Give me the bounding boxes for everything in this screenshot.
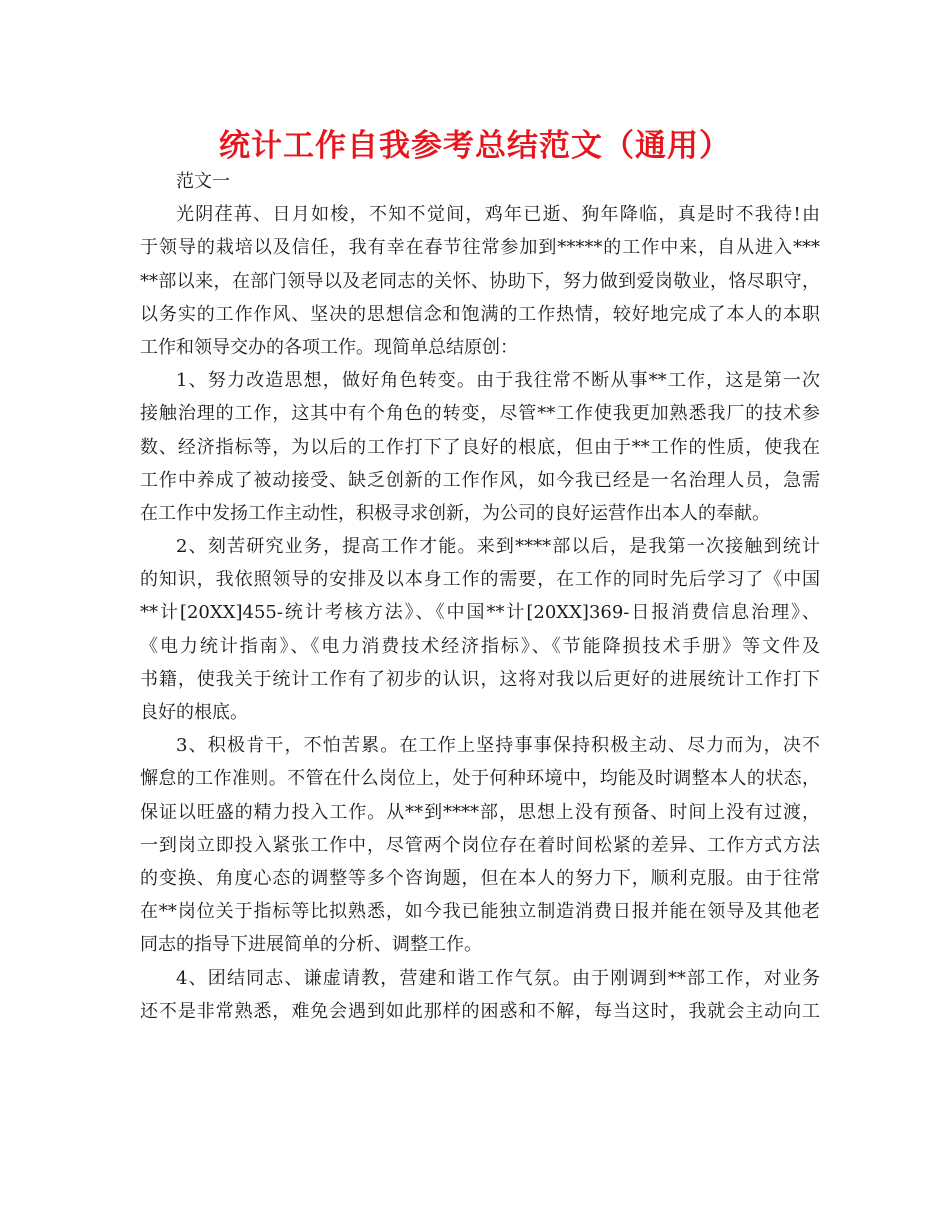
text-line: 3、积极肯干，不怕苦累。在工作上坚持事事保持积极主动、尽力而为，决不: [176, 735, 820, 757]
text-line: 4、团结同志、谦虚请教，营建和谐工作气氛。由于刚调到**部工作，对业务: [176, 967, 820, 989]
text-line: 2、刻苦研究业务，提高工作才能。来到****部以后，是我第一次接触到统计: [176, 536, 820, 558]
text-line: 懈怠的工作准则。不管在什么岗位上，处于何种环境中，均能及时调整本人的状态，: [140, 768, 820, 790]
text-line: 还不是非常熟悉，难免会遇到如此那样的困惑和不解，每当这时，我就会主动向工: [140, 1000, 820, 1022]
document-body: [140, 165, 820, 1028]
text-line: 的知识，我依照领导的安排及以本身工作的需要，在工作的同时先后学习了《中国: [140, 569, 820, 591]
text-line: 在**岗位关于指标等比拟熟悉，如今我已能独立制造消费日报并能在领导及其他老: [140, 901, 820, 923]
text-line: 工作中养成了被动接受、缺乏创新的工作作风，如今我已经是一名治理人员，急需: [140, 469, 820, 491]
text-line: 一到岗立即投入紧张工作中，尽管两个岗位存在着时间松紧的差异、工作方式方法: [140, 834, 820, 856]
text-line: 范文一: [176, 171, 230, 192]
text-line: **计[20XX]455-统计考核方法》、《中国**计[20XX]369-日报消费信息治理》、: [140, 602, 820, 624]
text-line: 的变换、角度心态的调整等多个咨询题，但在本人的努力下，顺利克服。由于往常: [140, 867, 820, 889]
text-line: **部以来，在部门领导以及老同志的关怀、协助下，努力做到爱岗敬业，恪尽职守，: [140, 270, 820, 292]
text-line: 1、努力改造思想，做好角色转变。由于我往常不断从事**工作，这是第一次: [176, 370, 820, 392]
text-line: 数、经济指标等，为以后的工作打下了良好的根底，但由于**工作的性质，使我在: [140, 436, 820, 458]
text-line: 良好的根底。: [140, 702, 248, 723]
text-line: 光阴荏苒、日月如梭，不知不觉间，鸡年已逝、狗年降临，真是时不我待!由: [176, 204, 820, 226]
text-line: 接触治理的工作，这其中有个角色的转变，尽管**工作使我更加熟悉我厂的技术参: [140, 403, 820, 425]
text-line: 保证以旺盛的精力投入工作。从**到****部，思想上没有预备、时间上没有过渡，: [140, 801, 820, 823]
text-line: 以务实的工作作风、坚决的思想信念和饱满的工作热情，较好地完成了本人的本职: [140, 303, 820, 325]
text-line: 工作和领导交办的各项工作。现简单总结原创：: [140, 336, 518, 358]
text-line: 于领导的栽培以及信任，我有幸在春节往常参加到*****的工作中来，自从进入***: [140, 237, 820, 259]
text-line: 同志的指导下进展简单的分析、调整工作。: [140, 934, 482, 956]
text-line: 在工作中发扬工作主动性，积极寻求创新，为公司的良好运营作出本人的奉献。: [140, 502, 770, 524]
document-title: 统计工作自我参考总结范文（通用）: [219, 128, 731, 164]
text-line: 《电力统计指南》、《电力消费技术经济指标》、《节能降损技术手册》等文件及: [140, 635, 820, 657]
text-line: 书籍，使我关于统计工作有了初步的认识，这将对我以后更好的进展统计工作打下: [140, 668, 820, 690]
